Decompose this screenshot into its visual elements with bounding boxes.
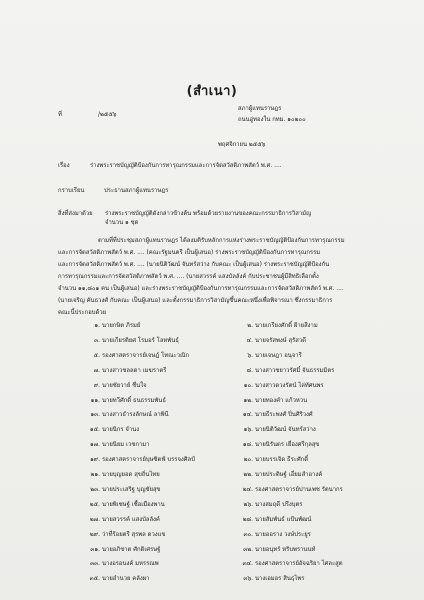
committee-member — [80, 546, 160, 554]
committee-member — [233, 352, 302, 360]
body-line: จำนวน ๑๑,๘๐๑ คน เป็นผู้เสนอ) และร่างพระราชบัญญัติป้องกันการทารุณกรรมและการจัดสวัสดิภาพสัตว์ พ.ศ. .... — [58, 286, 344, 292]
committee-member — [233, 322, 318, 330]
reference-label: ที่ — [58, 112, 62, 118]
recipient-text: ประธานสภาผู้แทนราษฎร — [104, 188, 169, 194]
committee-member — [233, 471, 322, 479]
member-name: นางอรอนงค์ มหรรณพ — [102, 561, 159, 568]
member-name: นางสมฤดี ปรีงบุตร — [255, 501, 303, 508]
body-line: คณะนี้ประกอบด้วย — [58, 310, 107, 316]
member-name: รองศาสตราจารย์อัจฉริยา ไศละสูต — [255, 561, 343, 568]
member-name: นายธีระพงศ์ ปิ่นศิริวงศ์ — [255, 412, 313, 419]
subject-text: ร่างพระราชบัญญัติป้องกันการทารุณกรรมและการจัดสวัสดิภาพสัตว์ พ.ศ. .... — [90, 163, 282, 169]
committee-member — [80, 501, 165, 509]
member-name: นายนิรันดร เยื่องศรีกุลสุข — [255, 442, 320, 449]
committee-member — [233, 382, 324, 390]
member-number: ๓๖. — [243, 576, 253, 583]
committee-member — [233, 560, 343, 568]
member-number: ๒๗. — [89, 516, 100, 523]
member-number: ๑๓. — [90, 412, 100, 419]
committee-member — [80, 352, 189, 360]
member-name: นายนิกร จำนง — [102, 427, 140, 434]
member-name: นางเอมอร สินธุไพร — [255, 576, 305, 583]
member-number: ๒๕. — [89, 501, 100, 508]
member-number: ๒๓. — [90, 486, 100, 493]
committee-member — [80, 382, 147, 390]
committee-member — [233, 411, 313, 419]
member-number: ๖. — [247, 352, 253, 359]
member-name: นายอำนวย คลังผา — [102, 576, 150, 583]
member-name: นายเจษฎา อนุจารี — [255, 352, 302, 359]
body-line: การทารุณกรรมและการจัดสวัสดิภาพสัตว์ พ.ศ. .... (นายสวรรค์ แสงบัลลังค์ กับประชาชนผู้มีสิทธิเลือกตั้ง — [58, 274, 319, 280]
committee-member — [80, 575, 149, 583]
member-number: ๑๑. — [90, 397, 100, 404]
member-name: รองศาสตราจารย์บุษซิตฟ์ บรรจงศิลป์ — [102, 457, 195, 464]
committee-member — [80, 322, 140, 330]
member-number: ๓. — [94, 337, 100, 344]
member-name: นายพิเชษฐ์ เชื้อเมืองพาน — [102, 501, 165, 508]
member-name: นายประดิษฐ์ เอี่ยมสำอางค์ — [255, 472, 323, 478]
member-name: นางสาวชลลดา เมฆราตรี — [102, 367, 167, 374]
member-name: นายนิติวัฒน์ จันทร์สว่าง — [255, 427, 316, 434]
member-name: นายเกียรติยศ โรมอร์ โลหพันธุ์ — [102, 337, 179, 344]
member-name: นายบุญยอด สุขถิ่นไทย — [102, 472, 160, 478]
enclosure-line-1: ร่างพระราชบัญญัติดังกล่าวข้างต้น พร้อมด้วยรายงานของคณะกรรมาธิการวิสามัญ — [105, 211, 312, 217]
member-name: นายนิยม เวชกามา — [102, 442, 150, 449]
member-number: ๑๔. — [242, 412, 253, 419]
member-name: นายทองคำ แก้วหวน — [255, 397, 308, 404]
member-number: ๓๑. — [90, 546, 100, 553]
member-number: ๑๕. — [89, 427, 100, 434]
member-name: นายอภิชาต ศักดิเศรษฐ์ — [102, 546, 161, 553]
member-number: ๒๔. — [242, 486, 253, 493]
committee-member — [80, 531, 165, 539]
member-number: ๘. — [246, 367, 253, 374]
member-name: รองศาสตราจารย์เจษฎ์ โทณะวณิก — [102, 352, 190, 359]
member-name: นายประเสริฐ บุญชัยสุข — [102, 486, 161, 493]
member-number: ๑๐. — [243, 382, 253, 389]
member-name: นายสวรรค์ แสงบัลลังค์ — [102, 516, 160, 523]
member-number: ๓๒. — [243, 546, 253, 553]
subject-label: เรื่อง — [58, 163, 70, 169]
member-name: นายบรรเจิด ธีระศักดิ์ — [255, 457, 309, 464]
committee-member — [233, 501, 302, 509]
member-number: ๓๔. — [242, 561, 253, 568]
committee-member — [233, 516, 311, 524]
member-number: ๒๘. — [242, 516, 253, 523]
member-name: นายอนุทร์ หริบพรานนท์ — [255, 546, 316, 553]
member-number: ๑๒. — [243, 397, 253, 404]
member-number: ๕. — [93, 352, 100, 359]
member-name: นายจรัสพงษ์ สุรัสวดี — [255, 337, 306, 344]
enclosure-label: สิ่งที่ส่งมาด้วย — [58, 211, 93, 217]
member-name: นางสาวดวงรัตน์ ไล่ทัศนพร — [255, 382, 324, 389]
body-line: และการจัดสวัสดิภาพสัตว์ พ.ศ. .... (นายนิติวัฒน์ จันทร์สว่าง กับคณะ เป็นผู้เสนอ) ร่างพระราชบัญญัติป้องกัน — [58, 262, 330, 268]
committee-member — [80, 471, 160, 479]
member-number: ๒๑. — [90, 472, 100, 478]
committee-member — [80, 441, 149, 449]
member-number: ๑๖. — [243, 427, 253, 434]
committee-member — [233, 397, 307, 405]
committee-member — [233, 531, 311, 539]
enclosure-line-2: จำนวน ๑ ชุด — [105, 220, 139, 226]
committee-member — [80, 367, 166, 375]
member-number: ๒๙. — [89, 531, 100, 538]
organization-name: สภาผู้แทนราษฎร — [238, 106, 282, 112]
member-name: นายทวีศักดิ์ ธนธรรมพันธ์ — [102, 397, 166, 404]
committee-member — [80, 426, 139, 434]
committee-member — [233, 367, 334, 375]
member-number: ๒๒. — [243, 472, 253, 478]
member-name: นายเกรียงศักดิ์ ฝ้ายสีงาม — [255, 323, 318, 329]
committee-member — [80, 560, 159, 568]
committee-member — [233, 337, 306, 345]
recipient-label: กราบเรียน — [58, 188, 85, 194]
copy-stamp-heading: (สำเนา) — [186, 84, 238, 99]
member-number: ๔. — [246, 337, 253, 344]
member-number: ๓๐. — [243, 531, 253, 538]
member-name: นางสาวธำรงลักษณ์ ลาพินี — [102, 412, 169, 419]
member-name: ว่าที่ร้อยตรี สุรพล ดวงแข — [102, 531, 166, 538]
document-date: พฤศจิกายน ๒๕๕๖ — [218, 142, 266, 148]
body-line: ตามที่ที่ประชุมสภาผู้แทนราษฎร ได้ลงมติรับหลักการแห่งร่างพระราชบัญญัติป้องกันการทารุณกรรม — [98, 238, 345, 244]
member-number: ๙. — [93, 382, 100, 389]
committee-member — [233, 441, 319, 449]
member-number: ๑๘. — [242, 442, 253, 449]
member-number: ๗. — [93, 367, 100, 374]
organization-address: ถนนอู่ทองใน กทม. ๑๐๒๐๐ — [238, 117, 306, 123]
member-name: นายกษิต ภิรมย์ — [102, 323, 141, 329]
member-number: ๓๓. — [90, 561, 100, 568]
committee-member — [80, 456, 195, 464]
member-name: นางสาวชยาวรัศมิ์ จันธรรมมิตร — [255, 367, 335, 374]
committee-member — [233, 486, 343, 494]
member-number: ๒๐. — [243, 457, 253, 464]
member-number: ๑๗. — [89, 442, 100, 449]
committee-member — [233, 575, 304, 583]
committee-member — [80, 337, 179, 345]
member-name: นายชัยวาย์ ชื่นใจ — [102, 382, 147, 389]
committee-member — [233, 456, 308, 464]
member-name: รองศาสตราจารย์ปานเพช รัตนากร — [255, 486, 343, 493]
member-name: นายออราง วงษ์ประยูร — [255, 531, 311, 538]
committee-member — [233, 426, 316, 434]
committee-member — [233, 546, 315, 554]
member-number: ๒. — [247, 323, 253, 329]
committee-member — [80, 516, 160, 524]
committee-member — [80, 411, 169, 419]
member-number: ๓๕. — [89, 576, 100, 583]
body-line: (นายเจริญ คันธวงศ์ กับคณะ เป็นผู้เสนอ) และตั้งกรรมาธิการวิสามัญขึ้นคณะหนึ่งเพื่อพิจารณา ซึ่งกรรมาธิการ — [58, 298, 333, 304]
member-number: ๑๙. — [90, 457, 100, 464]
committee-member — [80, 397, 166, 405]
member-name: นายสัมพันธ์ แป้นพัฒน์ — [255, 516, 312, 523]
reference-number: /๒๕๕๖ — [98, 112, 117, 118]
member-number: ๑. — [94, 323, 100, 329]
member-number: ๒๖. — [243, 501, 253, 508]
committee-member — [80, 486, 161, 494]
body-line: และการจัดสวัสดิภาพสัตว์ พ.ศ. .... (คณะรัฐมนตรี เป็นผู้เสนอ) ร่างพระราชบัญญัติป้องกันการทารุณกรรม — [58, 250, 321, 256]
